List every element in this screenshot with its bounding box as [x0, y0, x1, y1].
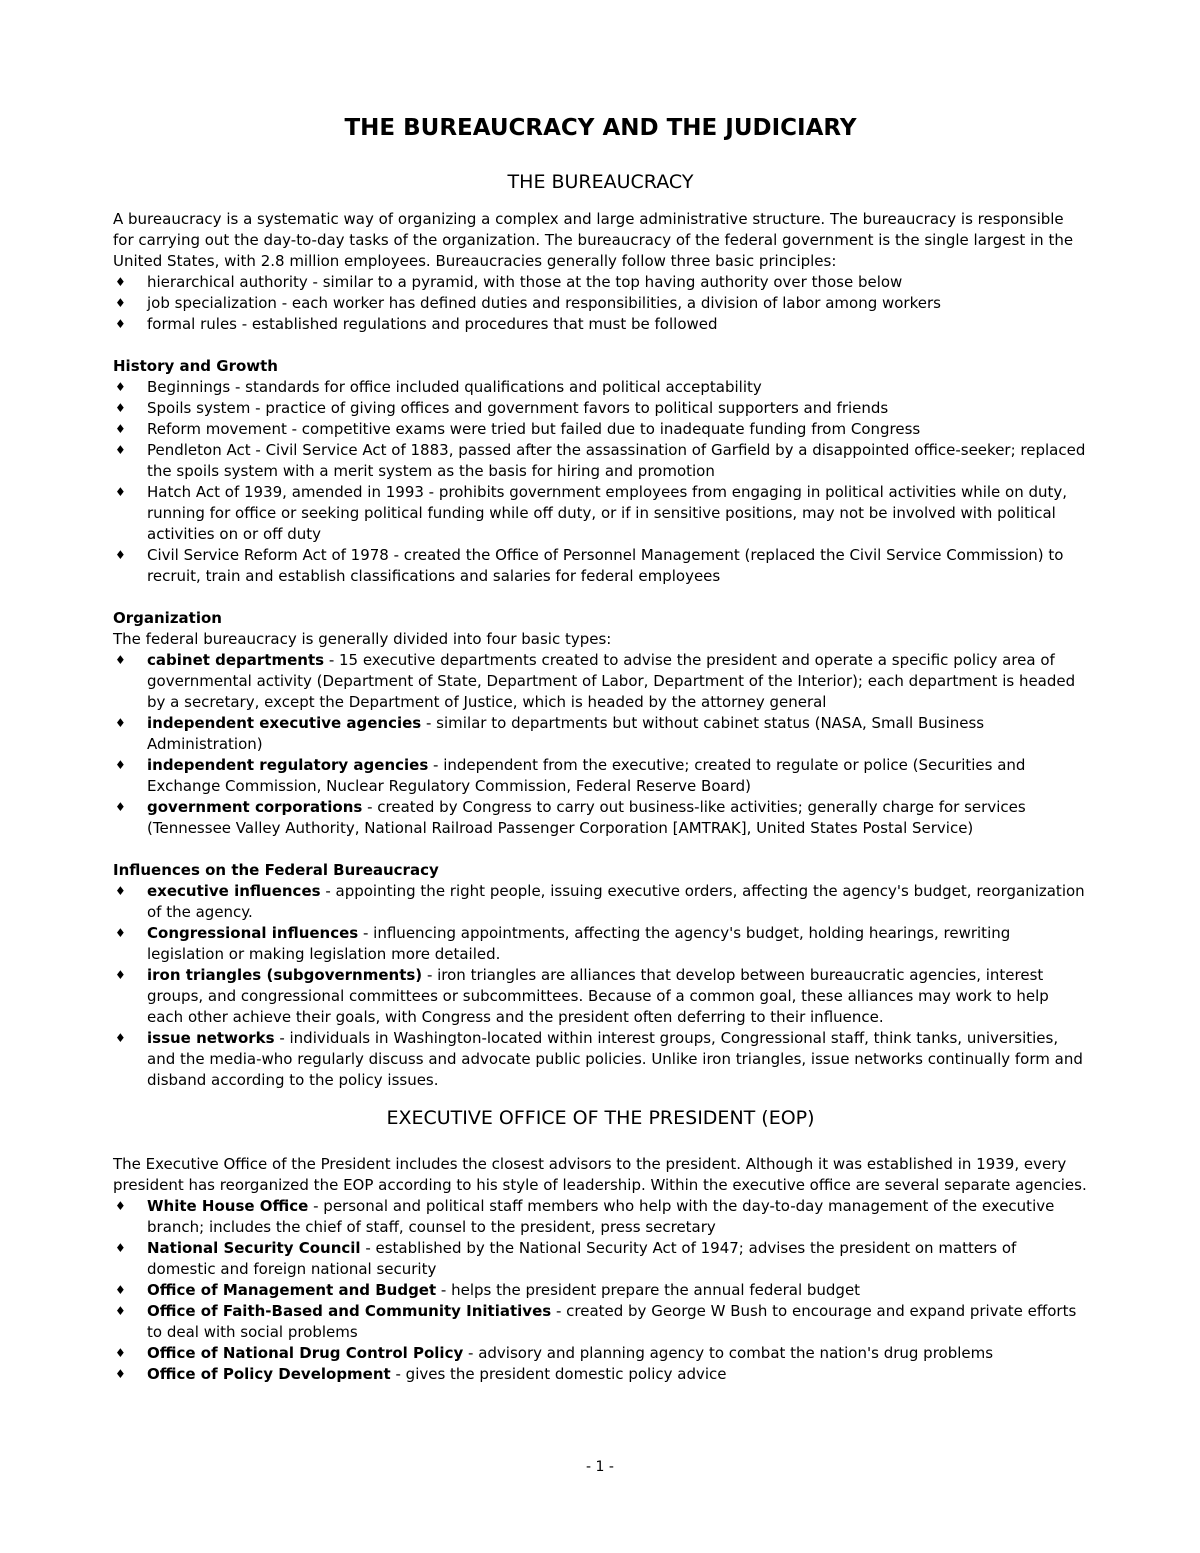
eop-heading: EXECUTIVE OFFICE OF THE PRESIDENT (EOP) [386, 1107, 815, 1129]
influences-list [113, 881, 1088, 1091]
list-item: ♦ National Security Council - established by the National Security Act of 1947; advises the president on matters of domestic and foreign national security [115, 1239, 1017, 1278]
list-item: ♦ Beginnings - standards for office included qualifications and political acceptability [115, 378, 762, 396]
list-item: ♦ Office of Management and Budget - helps the president prepare the annual federal budget [115, 1281, 861, 1299]
list-item: ♦ independent executive agencies - similar to departments but without cabinet status (NASA, Small Business Administration) [115, 714, 985, 753]
organization-intro: The federal bureaucracy is generally divided into four basic types: [113, 630, 612, 648]
diamond-bullet-icon: ♦ [115, 422, 126, 436]
diamond-bullet-icon: ♦ [115, 1031, 126, 1045]
history-heading: History and Growth [113, 357, 278, 375]
term: Office of Faith-Based and Community Initiatives [147, 1302, 552, 1320]
term: independent executive agencies [147, 714, 422, 732]
diamond-bullet-icon: ♦ [115, 884, 126, 898]
list-item: ♦ White House Office - personal and political staff members who help with the day-to-day management of the executive branch; includes the chief of staff, counsel to the president, press secretary [115, 1197, 1055, 1236]
diamond-bullet-icon: ♦ [115, 1199, 126, 1213]
diamond-bullet-icon: ♦ [115, 1304, 126, 1318]
diamond-bullet-icon: ♦ [115, 800, 126, 814]
list-item: ♦ Hatch Act of 1939, amended in 1993 - prohibits government employees from engaging in political activities while on duty, running for office or seeking political funding while off duty, or if in sensitive positions, may not be involved with political activities on or off duty [115, 483, 1068, 543]
term: iron triangles (subgovernments) [147, 966, 423, 984]
diamond-bullet-icon: ♦ [115, 401, 126, 415]
diamond-bullet-icon: ♦ [115, 1241, 126, 1255]
diamond-bullet-icon: ♦ [115, 653, 126, 667]
term: National Security Council [147, 1239, 361, 1257]
list-item: ♦ issue networks - individuals in Washington-located within interest groups, Congressional staff, think tanks, universities, and the media-who regularly discuss and advocate public policies. Unlike iron triangles, issue networks continually form and disband according to the policy issues. [115, 1029, 1083, 1089]
term: Congressional influences [147, 924, 359, 942]
diamond-bullet-icon: ♦ [115, 1346, 126, 1360]
organization-heading: Organization [113, 609, 222, 627]
bureaucracy-heading: THE BUREAUCRACY [507, 171, 694, 193]
diamond-bullet-icon: ♦ [115, 968, 126, 982]
diamond-bullet-icon: ♦ [115, 296, 126, 310]
term: White House Office [147, 1197, 309, 1215]
term: Office of National Drug Control Policy [147, 1344, 464, 1362]
term: Office of Policy Development [147, 1365, 391, 1383]
list-item: ♦ independent regulatory agencies - independent from the executive; created to regulate or police (Securities and Exchange Commission, Nuclear Regulatory Commission, Federal Reserve Board) [115, 756, 1026, 795]
bureaucracy-intro: A bureaucracy is a systematic way of organizing a complex and large administrative structure. The bureaucracy is responsible for carrying out the day-to-day tasks of the organization. The bureaucracy of the federal government is the single largest in the United States, with 2.8 million employees. Bureaucracies generally follow three basic principles: [113, 210, 1074, 270]
list-item: ♦ Office of National Drug Control Policy - advisory and planning agency to combat the nation's drug problems [115, 1344, 994, 1362]
list-item: ♦ Office of Policy Development - gives the president domestic policy advice [115, 1365, 727, 1383]
diamond-bullet-icon: ♦ [115, 1367, 126, 1381]
influences-heading: Influences on the Federal Bureaucracy [113, 861, 439, 879]
list-item: ♦ Office of Faith-Based and Community Initiatives - created by George W Bush to encourage and expand private efforts to deal with social problems [115, 1302, 1077, 1341]
term: executive influences [147, 882, 321, 900]
list-item: ♦ Pendleton Act - Civil Service Act of 1883, passed after the assassination of Garfield by a disappointed office-seeker; replaced the spoils system with a merit system as the basis for hiring and promotion [115, 441, 1086, 480]
document-title: THE BUREAUCRACY AND THE JUDICIARY [344, 115, 857, 141]
list-item: ♦ iron triangles (subgovernments) - iron triangles are alliances that develop between bureaucratic agencies, interest groups, and congressional committees or subcommittees. Because of a common goal, these alliances may work to help each other achieve their goals, with Congress and the president often deferring to their influence. [115, 966, 1049, 1026]
diamond-bullet-icon: ♦ [115, 317, 126, 331]
list-item: ♦ Reform movement - competitive exams were tried but failed due to inadequate funding from Congress [115, 420, 921, 438]
list-item: ♦ formal rules - established regulations and procedures that must be followed [115, 315, 718, 333]
diamond-bullet-icon: ♦ [115, 926, 126, 940]
term: government corporations [147, 798, 363, 816]
eop-intro: The Executive Office of the President includes the closest advisors to the president. Although it was established in 1939, every president has reorganized the EOP according to his style of leadership. Within the executive office are several separate agencies. [113, 1155, 1087, 1194]
list-item: ♦ Congressional influences - influencing appointments, affecting the agency's budget, holding hearings, rewriting legislation or making legislation more detailed. [115, 924, 1011, 963]
list-item: ♦ executive influences - appointing the right people, issuing executive orders, affecting the agency's budget, reorganization of the agency. [115, 882, 1085, 921]
page-number: - 1 - [586, 1459, 614, 1475]
diamond-bullet-icon: ♦ [115, 275, 126, 289]
diamond-bullet-icon: ♦ [115, 1283, 126, 1297]
term: cabinet departments [147, 651, 325, 669]
list-item: ♦ cabinet departments - 15 executive departments created to advise the president and operate a specific policy area of governmental activity (Department of State, Department of Labor, Department of the Interior); each department is headed by a secretary, except the Department of Justice, which is headed by the attorney general [115, 651, 1076, 711]
principles-list [113, 272, 1088, 335]
term: issue networks [147, 1029, 275, 1047]
diamond-bullet-icon: ♦ [115, 380, 126, 394]
list-item: ♦ job specialization - each worker has defined duties and responsibilities, a division of labor among workers [115, 294, 941, 312]
list-item: ♦ Spoils system - practice of giving offices and government favors to political supporters and friends [115, 399, 889, 417]
history-list [113, 377, 1088, 587]
diamond-bullet-icon: ♦ [115, 716, 126, 730]
list-item: ♦ Civil Service Reform Act of 1978 - created the Office of Personnel Management (replaced the Civil Service Commission) to recruit, train and establish classifications and salaries for federal employees [115, 546, 1064, 585]
organization-list [113, 650, 1088, 839]
diamond-bullet-icon: ♦ [115, 548, 126, 562]
term: Office of Management and Budget [147, 1281, 437, 1299]
diamond-bullet-icon: ♦ [115, 758, 126, 772]
diamond-bullet-icon: ♦ [115, 443, 126, 457]
diamond-bullet-icon: ♦ [115, 485, 126, 499]
term: independent regulatory agencies [147, 756, 429, 774]
eop-list [113, 1196, 1088, 1385]
list-item: ♦ hierarchical authority - similar to a pyramid, with those at the top having authority over those below [115, 273, 903, 291]
list-item: ♦ government corporations - created by Congress to carry out business-like activities; generally charge for services (Tennessee Valley Authority, National Railroad Passenger Corporation [AMTRAK], United States Postal Service) [115, 798, 1026, 837]
